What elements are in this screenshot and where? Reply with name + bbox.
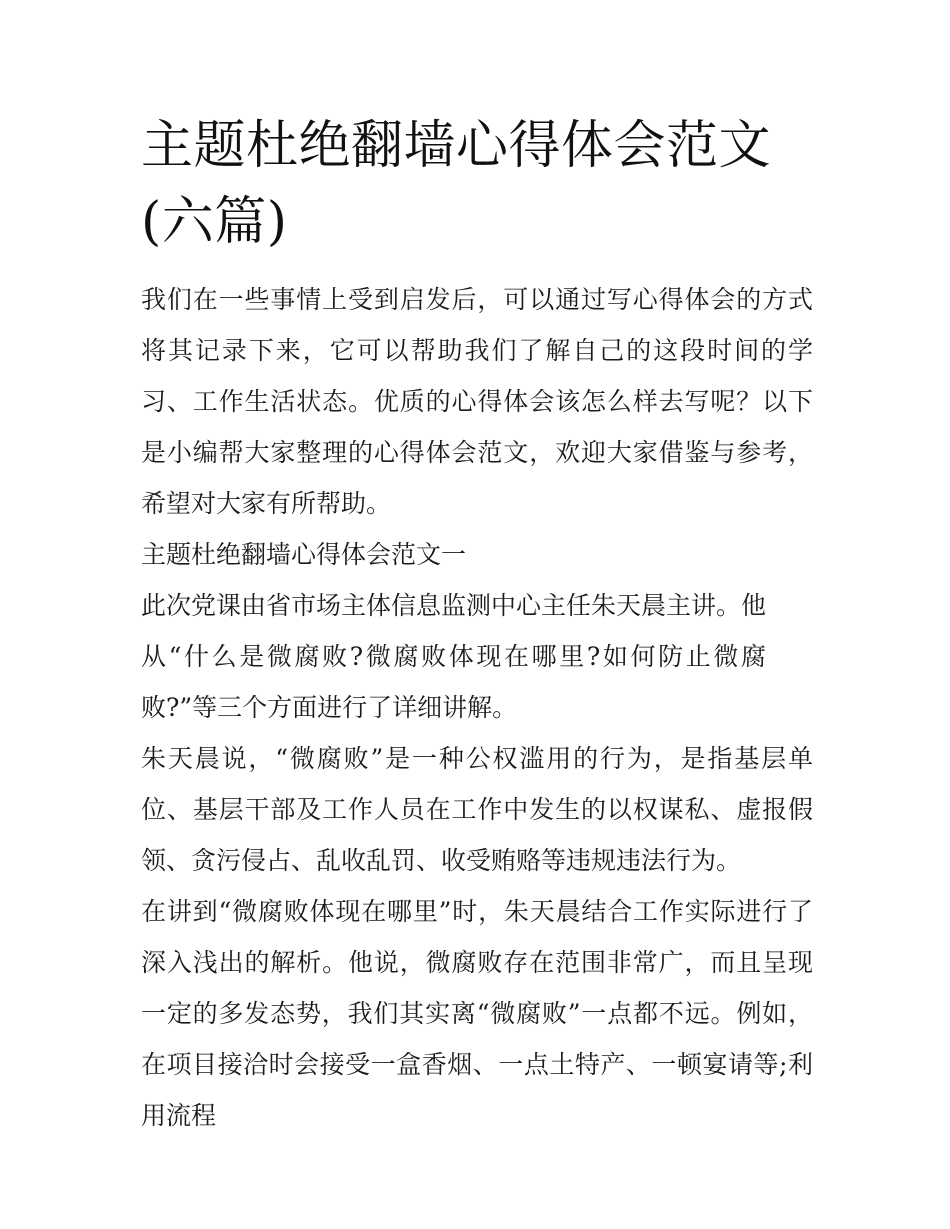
document-body xyxy=(141,108,813,1141)
section-heading: 主题杜绝翻墙心得体会范文一 xyxy=(141,540,467,569)
body-paragraph: 此次党课由省市场主体信息监测中心主任朱天晨主讲。他从“什么是微腐败?微腐败体现在哪里?如何防止微腐败?”等三个方面进行了详细讲解。 xyxy=(141,591,767,722)
body-paragraph: 朱天晨说，“微腐败”是一种公权滥用的行为，是指基层单位、基层干部及工作人员在工作中发生的以权谋私、虚报假领、贪污侵占、乱收乱罚、收受贿赂等违规违法行为。 xyxy=(141,744,813,875)
body-paragraph: 在讲到“微腐败体现在哪里”时，朱天晨结合工作实际进行了深入浅出的解析。他说，微腐败存在范围非常广，而且呈现一定的多发态势，我们其实离“微腐败”一点都不远。例如，在项目接洽时会接受一盒香烟、一点土特产、一顿宴请等;利用流程 xyxy=(141,897,813,1130)
intro-paragraph: 我们在一些事情上受到启发后，可以通过写心得体会的方式将其记录下来，它可以帮助我们了解自己的这段时间的学习、工作生活状态。优质的心得体会该怎么样去写呢？以下是小编帮大家整理的心得体会范文，欢迎大家借鉴与参考，希望对大家有所帮助。 xyxy=(141,285,813,518)
document-title: 主题杜绝翻墙心得体会范文(六篇) xyxy=(141,116,772,252)
